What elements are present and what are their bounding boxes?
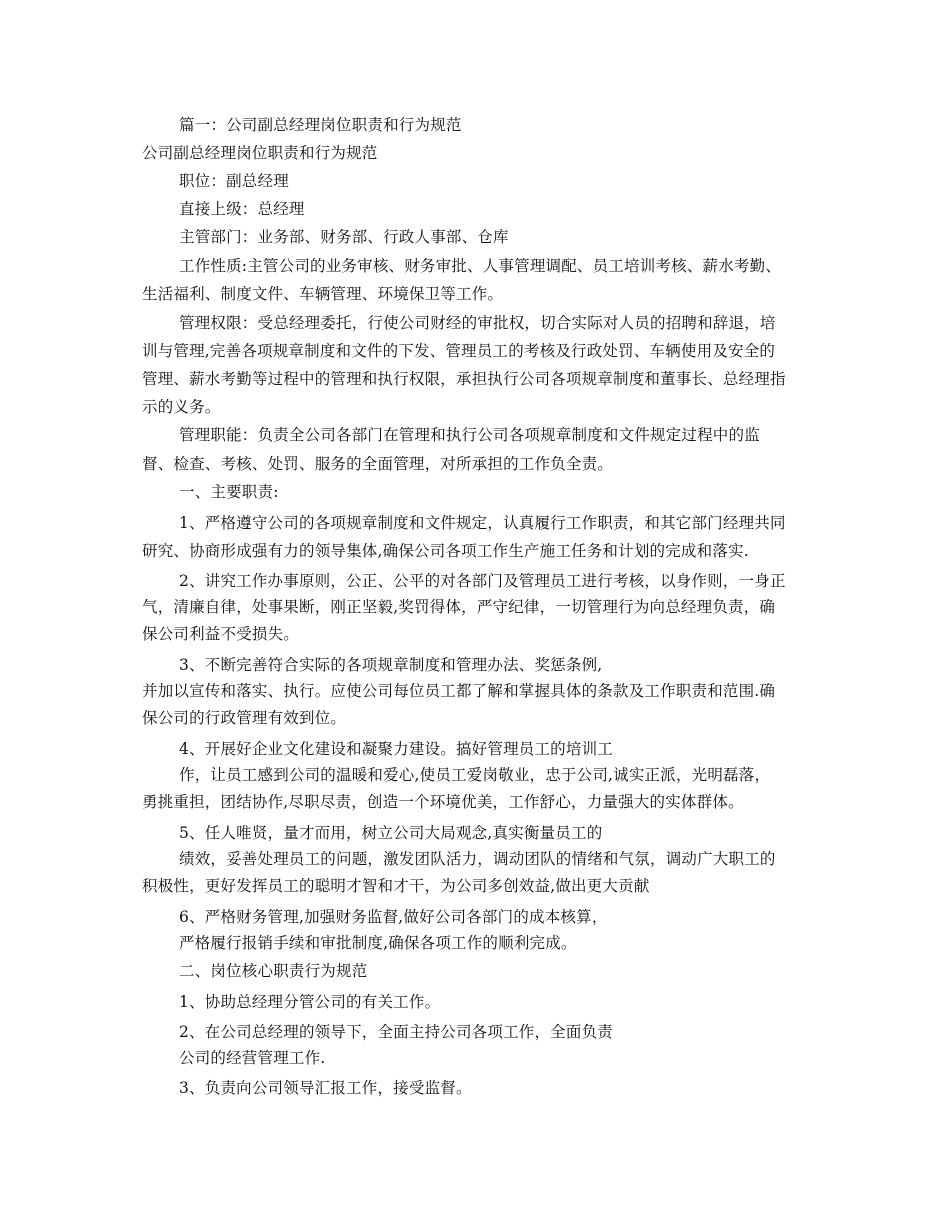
text-line: 严格履行报销手续和审批制度,确保各项工作的顺利完成。 (179, 934, 577, 952)
text-line: 工作性质:主管公司的业务审核、财务审批、人事管理调配、员工培训考核、薪水考勤、 (179, 257, 782, 275)
text-line: 3、不断完善符合实际的各项规章制度和管理办法、奖惩条例, (179, 656, 603, 674)
text-line: 6、严格财务管理,加强财务监督,做好公司各部门的成本核算， (179, 908, 608, 926)
text-line: 公司的经营管理工作. (179, 1049, 326, 1067)
text-line: 管理、薪水考勤等过程中的管理和执行权限，承担执行公司各项规章制度和董事长、总经理指 (142, 370, 786, 388)
text-line: 4、开展好企业文化建设和凝聚力建设。搞好管理员工的培训工 (179, 740, 613, 758)
section-heading: 篇一：公司副总经理岗位职责和行为规范 (179, 116, 462, 134)
document-title: 公司副总经理岗位职责和行为规范 (142, 144, 378, 162)
text-line: 主管部门：业务部、财务部、行政人事部、仓库 (179, 228, 509, 246)
text-line: 1、协助总经理分管公司的有关工作。 (179, 993, 441, 1011)
text-line: 管理权限：受总经理委托，行使公司财经的审批权，切合实际对人员的招聘和辞退，培 (179, 314, 776, 332)
text-line: 管理职能：负责全公司各部门在管理和执行公司各项规章制度和文件规定过程中的监 (179, 426, 760, 444)
text-line: 2、讲究工作办事原则，公正、公平的对各部门及管理员工进行考核，以身作则，一身正 (179, 572, 786, 590)
text-line: 1、严格遵守公司的各项规章制度和文件规定，认真履行工作职责，和其它部门经理共同 (179, 514, 786, 532)
text-line: 2、在公司总经理的领导下，全面主持公司各项工作，全面负责 (179, 1023, 613, 1041)
text-line: 并加以宣传和落实、执行。应使公司每位员工都了解和掌握具体的条款及工作职责和范围.确 (142, 682, 776, 700)
text-line: 督、检查、考核、处罚、服务的全面管理，对所承担的工作负全责。 (142, 455, 614, 473)
text-line: 气，清廉自律，处事果断，刚正坚毅,奖罚得体，严守纪律，一切管理行为向总经理负责，确 (142, 598, 776, 616)
text-line: 直接上级：总经理 (179, 200, 305, 218)
text-line: 训与管理,完善各项规章制度和文件的下发、管理员工的考核及行政处罚、车辆使用及安全的 (142, 342, 776, 360)
text-line: 研究、协商形成强有力的领导集体,确保公司各项工作生产施工任务和计划的完成和落实. (142, 542, 749, 560)
text-line: 勇挑重担，团结协作,尽职尽责，创造一个环境优美，工作舒心，力量强大的实体群体。 (142, 793, 744, 811)
subsection-heading: 一、主要职责: (179, 483, 279, 501)
text-line: 示的义务。 (142, 398, 221, 416)
text-line: 5、任人唯贤，量才而用，树立公司大局观念,真实衡量员工的 (179, 824, 603, 842)
text-line: 保公司的行政管理有效到位。 (142, 709, 347, 727)
text-line: 职位：副总经理 (179, 172, 289, 190)
subsection-heading: 二、岗位核心职责行为规范 (179, 962, 368, 980)
text-line: 3、负责向公司领导汇报工作，接受监督。 (179, 1079, 472, 1097)
text-line: 保公司利益不受损失。 (142, 625, 300, 643)
text-line: 生活福利、制度文件、车辆管理、环境保卫等工作。 (142, 285, 504, 303)
text-line: 作，让员工感到公司的温暖和爱心,使员工爱岗敬业，忠于公司,诚实正派，光明磊落， (179, 766, 771, 784)
text-line: 绩效，妥善处理员工的问题，激发团队活力，调动团队的情绪和气氛，调动广大职工的 (179, 850, 776, 868)
text-line: 积极性，更好发挥员工的聪明才智和才干，为公司多创效益,做出更大贡献 (142, 877, 650, 895)
